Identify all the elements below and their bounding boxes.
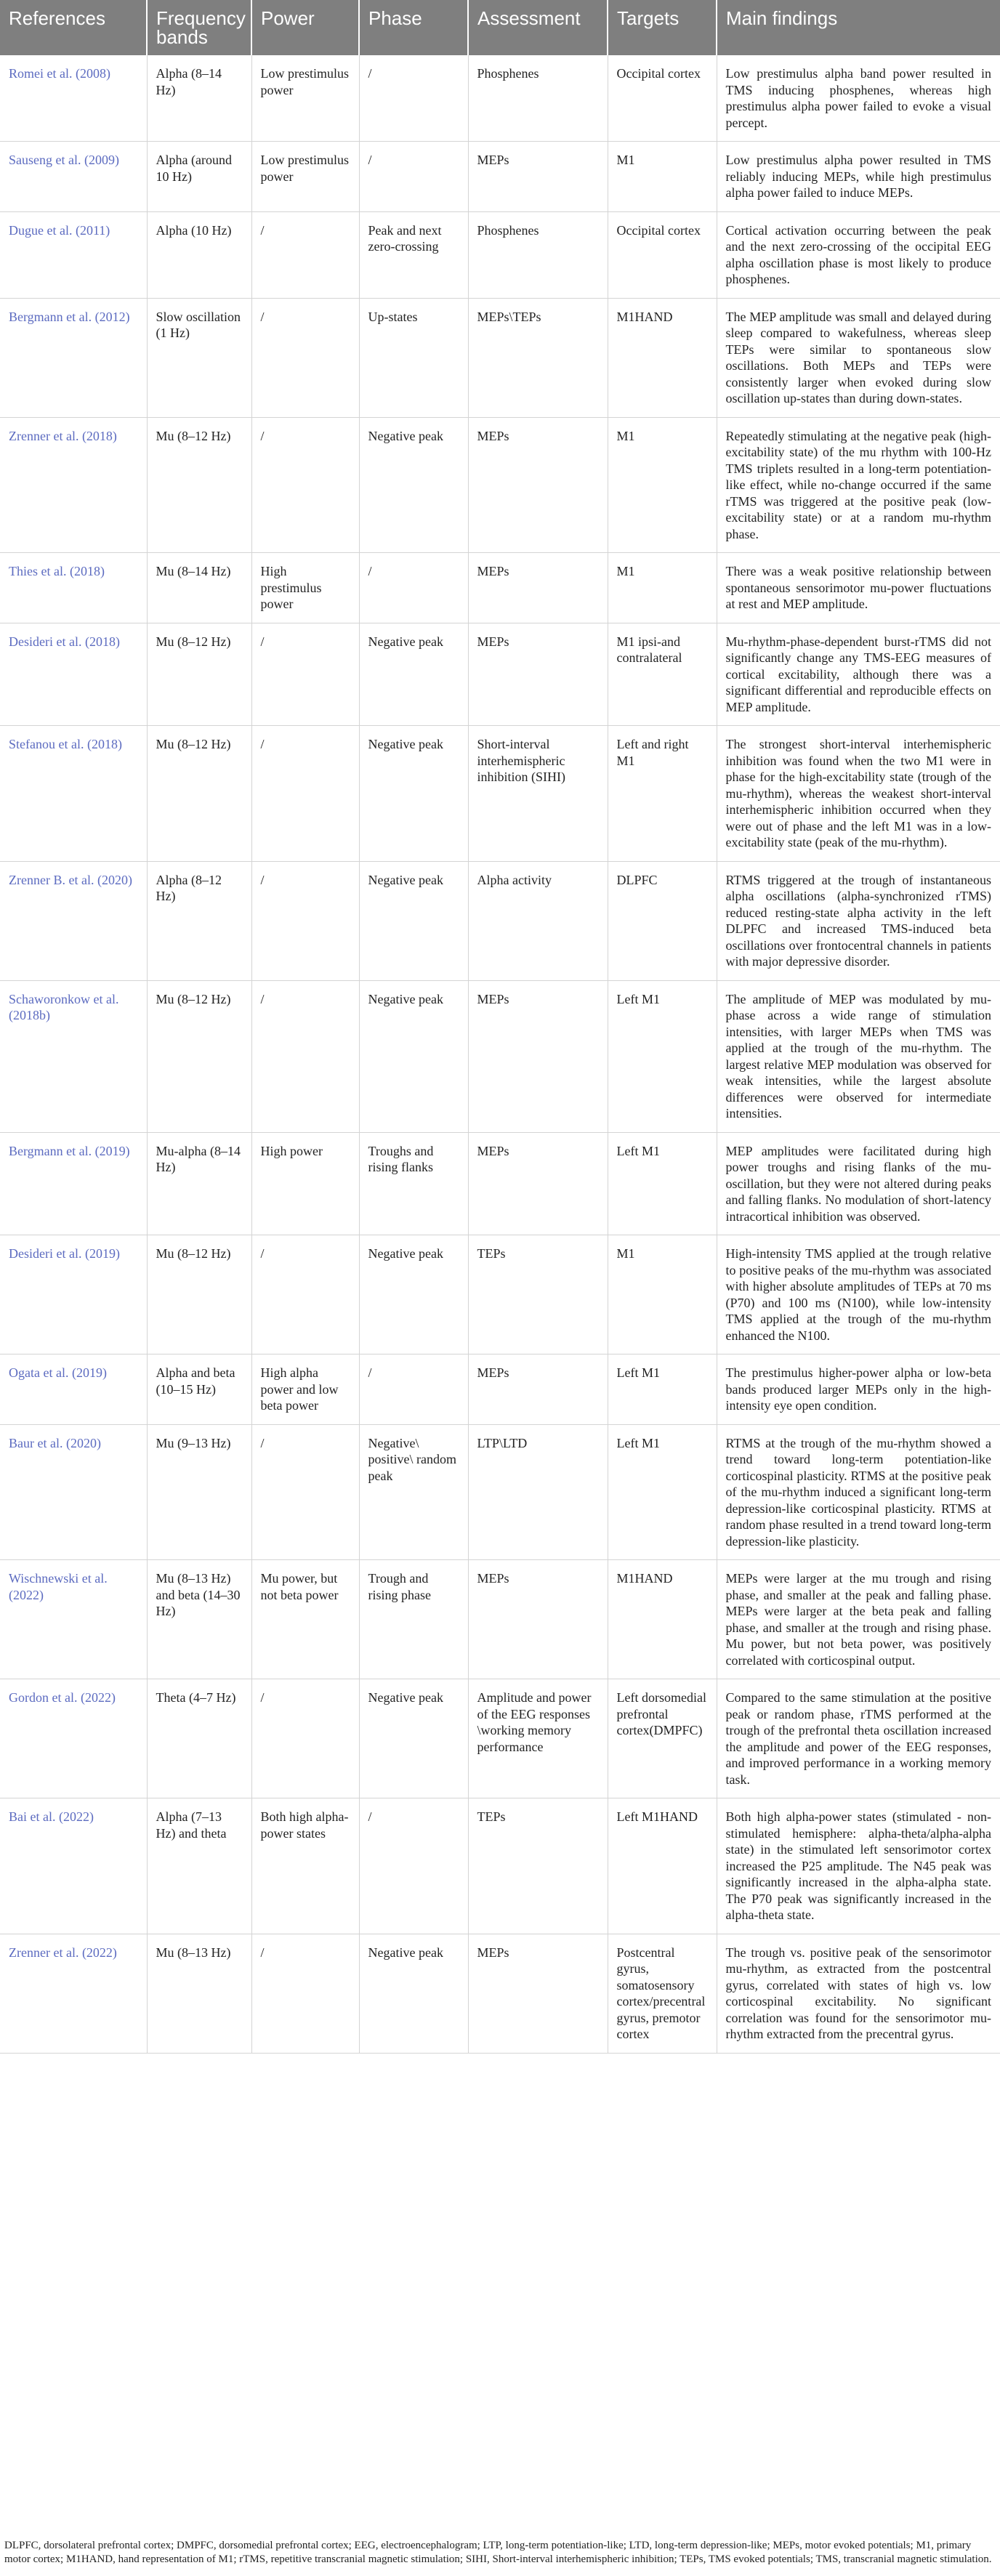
findings-cell: The strongest short-interval interhemispheric inhibition was found when the two M1 were in phase for the high-excitability state (trough of the mu-rhythm), whereas the weakest short-interval interhemispheric inhibition occurred when they were out of phase and the left M1 was in a low-excitability state (peak of the mu-rhythm). — [717, 726, 1000, 862]
table-row — [0, 142, 1000, 212]
assessment-cell: MEPs — [468, 980, 608, 1132]
power-cell: / — [251, 861, 359, 980]
power-cell: High prestimulus power — [251, 553, 359, 623]
reference-link[interactable]: Thies et al. (2018) — [0, 553, 147, 623]
table-row — [0, 1424, 1000, 1560]
findings-cell: Low prestimulus alpha power resulted in TMS reliably inducing MEPs, while high prestimulus alpha power failed to induce MEPs. — [717, 142, 1000, 212]
findings-cell: MEPs were larger at the mu trough and rising phase, and smaller at the peak and falling phase. MEPs were larger at the beta peak and falling phase, and smaller at the trough and rising phase. Mu power, but not beta power, was positively correlated with corticospinal output. — [717, 1560, 1000, 1679]
targets-cell: M1 — [608, 142, 717, 212]
targets-cell: M1HAND — [608, 1560, 717, 1679]
phase-cell: Negative peak — [359, 980, 468, 1132]
targets-cell: Left M1 — [608, 980, 717, 1132]
power-cell: Low prestimulus power — [251, 142, 359, 212]
frequency-band-cell: Alpha (8–12 Hz) — [147, 861, 251, 980]
reference-link[interactable]: Gordon et al. (2022) — [0, 1679, 147, 1798]
phase-cell: Negative peak — [359, 623, 468, 726]
frequency-band-cell: Mu (8–12 Hz) — [147, 980, 251, 1132]
targets-cell: Left M1 — [608, 1132, 717, 1235]
phase-cell: / — [359, 1798, 468, 1934]
frequency-band-cell: Mu (8–12 Hz) — [147, 726, 251, 862]
power-cell: High power — [251, 1132, 359, 1235]
assessment-cell: Short-interval interhemispheric inhibition (SIHI) — [468, 726, 608, 862]
assessment-cell: MEPs\TEPs — [468, 298, 608, 417]
table-row — [0, 623, 1000, 726]
header-main-findings: Main findings — [717, 0, 1000, 55]
targets-cell: Left M1HAND — [608, 1798, 717, 1934]
power-cell: / — [251, 211, 359, 298]
reference-link[interactable]: Baur et al. (2020) — [0, 1424, 147, 1560]
table-row — [0, 1934, 1000, 2053]
reference-link[interactable]: Desideri et al. (2018) — [0, 623, 147, 726]
findings-cell: Low prestimulus alpha band power resulted in TMS inducing phosphenes, whereas high prestimulus alpha power failed to evoke a visual percept. — [717, 55, 1000, 142]
phase-cell: Negative peak — [359, 1934, 468, 2053]
targets-cell: M1 — [608, 553, 717, 623]
assessment-cell: MEPs — [468, 623, 608, 726]
findings-cell: RTMS at the trough of the mu-rhythm showed a trend toward long-term potentiation-like corticospinal plasticity. RTMS at the positive peak of the mu-rhythm induced a significant long-term depression-like corticospinal plasticity. RTMS at random phase resulted in a trend toward long-term depression-like plasticity. — [717, 1424, 1000, 1560]
phase-cell: Troughs and rising flanks — [359, 1132, 468, 1235]
reference-link[interactable]: Zrenner et al. (2022) — [0, 1934, 147, 2053]
phase-cell: Peak and next zero-crossing — [359, 211, 468, 298]
findings-cell: High-intensity TMS applied at the trough relative to positive peaks of the mu-rhythm was associated with higher absolute amplitudes of TEPs at 70 ms (P70) and 100 ms (N100), while low-intensity TMS applied at the trough of the mu-rhythm enhanced the N100. — [717, 1235, 1000, 1354]
power-cell: Both high alpha-power states — [251, 1798, 359, 1934]
frequency-band-cell: Mu-alpha (8–14 Hz) — [147, 1132, 251, 1235]
reference-link[interactable]: Bergmann et al. (2019) — [0, 1132, 147, 1235]
phase-cell: / — [359, 55, 468, 142]
frequency-band-cell: Mu (8–12 Hz) — [147, 1235, 251, 1354]
table-row — [0, 298, 1000, 417]
phase-cell: Negative peak — [359, 1679, 468, 1798]
frequency-band-cell: Alpha (10 Hz) — [147, 211, 251, 298]
assessment-cell: LTP\LTD — [468, 1424, 608, 1560]
phase-cell: Negative peak — [359, 726, 468, 862]
table-row — [0, 1132, 1000, 1235]
assessment-cell: Amplitude and power of the EEG responses \working memory performance — [468, 1679, 608, 1798]
frequency-band-cell: Mu (8–12 Hz) — [147, 417, 251, 553]
power-cell: / — [251, 1235, 359, 1354]
findings-cell: Repeatedly stimulating at the negative peak (high-excitability state) of the mu rhythm with 100-Hz TMS triplets resulted in a long-term potentiation-like effect, while no-change occurred if the same rTMS was triggered at the positive peak (low-excitability state) or at a random mu-rhythm phase. — [717, 417, 1000, 553]
assessment-cell: TEPs — [468, 1798, 608, 1934]
reference-link[interactable]: Desideri et al. (2019) — [0, 1235, 147, 1354]
header-power: Power — [251, 0, 359, 55]
power-cell: / — [251, 1934, 359, 2053]
table-row — [0, 1679, 1000, 1798]
reference-link[interactable]: Bergmann et al. (2012) — [0, 298, 147, 417]
reference-link[interactable]: Romei et al. (2008) — [0, 55, 147, 142]
power-cell: / — [251, 1424, 359, 1560]
phase-cell: Up-states — [359, 298, 468, 417]
findings-cell: The amplitude of MEP was modulated by mu-phase across a wide range of stimulation intensities, with larger MEPs when TMS was applied at the trough of the mu-rhythm. The largest relative MEP modulation was observed for weak intensities, while the largest absolute differences were observed for intermediate intensities. — [717, 980, 1000, 1132]
power-cell: / — [251, 980, 359, 1132]
assessment-cell: MEPs — [468, 553, 608, 623]
phase-cell: Negative\ positive\ random peak — [359, 1424, 468, 1560]
findings-cell: The prestimulus higher-power alpha or low-beta bands produced larger MEPs only in the high-intensity eye open condition. — [717, 1354, 1000, 1425]
power-cell: High alpha power and low beta power — [251, 1354, 359, 1425]
table-row — [0, 1560, 1000, 1679]
assessment-cell: MEPs — [468, 417, 608, 553]
assessment-cell: MEPs — [468, 142, 608, 212]
targets-cell: DLPFC — [608, 861, 717, 980]
assessment-cell: TEPs — [468, 1235, 608, 1354]
frequency-band-cell: Mu (8–13 Hz) and beta (14–30 Hz) — [147, 1560, 251, 1679]
table-header — [0, 0, 1000, 55]
findings-cell: The MEP amplitude was small and delayed during sleep compared to wakefulness, whereas sleep TEPs were similar to spontaneous slow oscillations. Both MEPs and TEPs were consistently larger when evoked during slow oscillation up-states than during down-states. — [717, 298, 1000, 417]
phase-cell: Negative peak — [359, 417, 468, 553]
header-references: References — [0, 0, 147, 55]
reference-link[interactable]: Bai et al. (2022) — [0, 1798, 147, 1934]
frequency-band-cell: Alpha (7–13 Hz) and theta — [147, 1798, 251, 1934]
assessment-cell: MEPs — [468, 1354, 608, 1425]
header-phase: Phase — [359, 0, 468, 55]
power-cell: / — [251, 298, 359, 417]
frequency-band-cell: Mu (8–13 Hz) — [147, 1934, 251, 2053]
phase-cell: / — [359, 553, 468, 623]
targets-cell: Left M1 — [608, 1424, 717, 1560]
reference-link[interactable]: Wischnewski et al. (2022) — [0, 1560, 147, 1679]
table-row — [0, 1798, 1000, 1934]
targets-cell: Left M1 — [608, 1354, 717, 1425]
targets-cell: Occipital cortex — [608, 211, 717, 298]
table-row — [0, 553, 1000, 623]
reference-link[interactable]: Zrenner B. et al. (2020) — [0, 861, 147, 980]
table-row — [0, 861, 1000, 980]
table-row — [0, 417, 1000, 553]
reference-link[interactable]: Schaworonkow et al. (2018b) — [0, 980, 147, 1132]
table-row — [0, 211, 1000, 298]
phase-cell: / — [359, 142, 468, 212]
targets-cell: Occipital cortex — [608, 55, 717, 142]
frequency-band-cell: Theta (4–7 Hz) — [147, 1679, 251, 1798]
targets-cell: Postcentral gyrus, somatosensory cortex/precentral gyrus, premotor cortex — [608, 1934, 717, 2053]
frequency-band-cell: Alpha and beta (10–15 Hz) — [147, 1354, 251, 1425]
reference-link[interactable]: Zrenner et al. (2018) — [0, 417, 147, 553]
phase-cell: Negative peak — [359, 1235, 468, 1354]
table-row — [0, 980, 1000, 1132]
findings-cell: The trough vs. positive peak of the sensorimotor mu-rhythm, as extracted from the postcentral gyrus, correlated with states of high vs. low corticospinal excitability. No significant correlation was found for the sensorimotor mu-rhythm extracted from the precentral gyrus. — [717, 1934, 1000, 2053]
phase-cell: Negative peak — [359, 861, 468, 980]
frequency-band-cell: Alpha (around 10 Hz) — [147, 142, 251, 212]
power-cell: / — [251, 623, 359, 726]
assessment-cell: MEPs — [468, 1934, 608, 2053]
header-assessment: Assessment — [468, 0, 608, 55]
power-cell: Low prestimulus power — [251, 55, 359, 142]
table-body — [0, 55, 1000, 2053]
findings-cell: Mu-rhythm-phase-dependent burst-rTMS did not significantly change any TMS-EEG measures of cortical excitability, although there was a significant differential and reproducible effects on MEP amplitude. — [717, 623, 1000, 726]
targets-cell: Left and right M1 — [608, 726, 717, 862]
frequency-band-cell: Slow oscillation (1 Hz) — [147, 298, 251, 417]
phase-cell: Trough and rising phase — [359, 1560, 468, 1679]
targets-cell: M1 — [608, 1235, 717, 1354]
assessment-cell: Alpha activity — [468, 861, 608, 980]
frequency-band-cell: Mu (9–13 Hz) — [147, 1424, 251, 1560]
frequency-band-cell: Mu (8–14 Hz) — [147, 553, 251, 623]
reference-link[interactable]: Stefanou et al. (2018) — [0, 726, 147, 862]
table-row — [0, 55, 1000, 142]
phase-cell: / — [359, 1354, 468, 1425]
findings-cell: There was a weak positive relationship between spontaneous sensorimotor mu-power fluctuations at rest and MEP amplitude. — [717, 553, 1000, 623]
header-frequency-bands: Frequency bands — [147, 0, 251, 55]
reference-link[interactable]: Dugue et al. (2011) — [0, 211, 147, 298]
frequency-band-cell: Alpha (8–14 Hz) — [147, 55, 251, 142]
table-row — [0, 1235, 1000, 1354]
assessment-cell: Phosphenes — [468, 55, 608, 142]
table-footnote: DLPFC, dorsolateral prefrontal cortex; DMPFC, dorsomedial prefrontal cortex; EEG, electroencephalogram; LTP, long-term potentiation-like; LTD, long-term depression-like; MEPs, motor evoked potentials; M1, primary motor cortex; M1HAND, hand representation of M1; rTMS, repetitive transcranial magnetic stimulation; SIHI, Short-interval interhemispheric inhibition; TEPs, TMS evoked potentials; TMS, transcranial magnetic stimulation. — [4, 2540, 992, 2565]
reference-link[interactable]: Ogata et al. (2019) — [0, 1354, 147, 1425]
table-row — [0, 1354, 1000, 1425]
power-cell: / — [251, 1679, 359, 1798]
targets-cell: M1 — [608, 417, 717, 553]
targets-cell: M1HAND — [608, 298, 717, 417]
table-row — [0, 726, 1000, 862]
findings-cell: MEP amplitudes were facilitated during high power troughs and rising flanks of the mu-oscillation, but they were not altered during peaks and falling flanks. No modulation of short-latency intracortical inhibition was observed. — [717, 1132, 1000, 1235]
assessment-cell: MEPs — [468, 1132, 608, 1235]
header-targets: Targets — [608, 0, 717, 55]
findings-cell: Compared to the same stimulation at the positive peak or random phase, rTMS performed at the trough of the prefrontal theta oscillation increased the amplitude and power of the EEG responses, and improved performance in a working memory task. — [717, 1679, 1000, 1798]
power-cell: Mu power, but not beta power — [251, 1560, 359, 1679]
findings-cell: Cortical activation occurring between the peak and the next zero-crossing of the occipital EEG alpha oscillation phase is most likely to produce phosphenes. — [717, 211, 1000, 298]
power-cell: / — [251, 417, 359, 553]
targets-cell: Left dorsomedial prefrontal cortex(DMPFC) — [608, 1679, 717, 1798]
reference-link[interactable]: Sauseng et al. (2009) — [0, 142, 147, 212]
assessment-cell: Phosphenes — [468, 211, 608, 298]
findings-cell: Both high alpha-power states (stimulated - non-stimulated hemisphere: alpha-theta/alpha-alpha state) in the stimulated left sensorimotor cortex increased the P25 amplitude. The N45 peak was significantly increased in the alpha-alpha state. The P70 peak was significantly increased in the alpha-theta state. — [717, 1798, 1000, 1934]
frequency-band-cell: Mu (8–12 Hz) — [147, 623, 251, 726]
power-cell: / — [251, 726, 359, 862]
assessment-cell: MEPs — [468, 1560, 608, 1679]
targets-cell: M1 ipsi-and contralateral — [608, 623, 717, 726]
findings-cell: RTMS triggered at the trough of instantaneous alpha oscillations (alpha-synchronized rTMS) reduced resting-state alpha activity in the left DLPFC and increased TMS-induced beta oscillations over frontocentral channels in patients with major depressive disorder. — [717, 861, 1000, 980]
